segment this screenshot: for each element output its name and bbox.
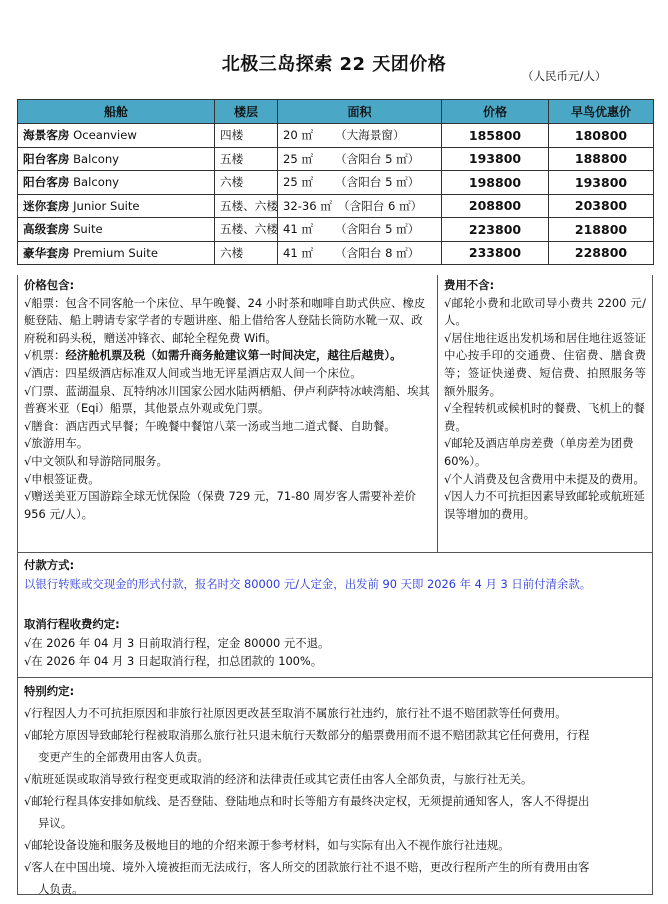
page-title: 北极三岛探索 22 天团价格 <box>221 54 447 75</box>
payment-heading: 付款方式: <box>24 558 75 572</box>
excludes-item: √个人消费及包含费用中未提及的费用。 <box>444 471 645 486</box>
price-cell: 223800 <box>442 218 549 242</box>
early-bird-cell: 228800 <box>549 241 654 265</box>
area-cell <box>278 241 442 265</box>
excludes-heading: 费用不含: <box>444 278 495 292</box>
cabin-name-cn: 豪华套房 <box>23 245 70 260</box>
includes-item-label: √机票： <box>24 348 66 363</box>
early-bird-cell: 203800 <box>549 194 654 218</box>
special-item-continuation: 变更产生的全部费用由客人负责。 <box>38 750 209 764</box>
price-cell: 198800 <box>442 171 549 195</box>
special-item-line: √邮轮行程具体安排如航线、是否登陆、登陆地点和时长等船方有最终决定权，无须提前通知客人，客人不得提出 <box>24 794 590 808</box>
early-bird-cell: 188800 <box>549 147 654 171</box>
payment-text: 以银行转账或交现金的形式付款，报名时交 80000 元/人定金，出发前 90 天即 2026 年 4 月 3 日前付清余款。 <box>24 576 592 591</box>
cabin-cell <box>18 218 215 242</box>
special-item <box>24 702 647 724</box>
deck-cell: 五楼、六楼 <box>215 194 278 218</box>
excludes-item: √邮轮及酒店单房差费（单房差为团费 60%）。 <box>444 436 634 468</box>
special-item <box>24 790 647 834</box>
cancellation-item: √在 2026 年 04 月 3 日起取消行程，扣总团款的 100%。 <box>24 654 323 668</box>
cabin-name-cn: 高级套房 <box>23 222 70 237</box>
table-row <box>18 218 654 242</box>
area-value: 25 ㎡ <box>283 151 314 166</box>
area-note: （含阳台 5 ㎡） <box>335 175 420 190</box>
area-value: 25 ㎡ <box>283 175 314 190</box>
table-row <box>18 171 654 195</box>
table-row <box>18 124 654 148</box>
special-item <box>24 724 647 768</box>
deck-cell: 五楼、六楼 <box>215 218 278 242</box>
flight-note: 经济舱机票及税（如需升商务舱建议第一时间决定，越往后越贵）。 <box>65 348 402 363</box>
header-early-bird: 早鸟优惠价 <box>549 100 654 124</box>
includes-item: √赠送美亚万国游踪全球无忧保险（保费 729 元，71-80 周岁客人需要补差价 956 元/人）。 <box>24 489 416 521</box>
includes-item: √中文领队和导游陪同服务。 <box>24 453 168 468</box>
special-item-line: √行程因人力不可抗拒原因和非旅行社原因更改甚至取消不属旅行社违约，旅行社不退不赔团款等任何费用。 <box>24 706 567 720</box>
price-cell: 208800 <box>442 194 549 218</box>
deck-cell: 五楼 <box>215 147 278 171</box>
includes-item: √申根签证费。 <box>24 471 100 486</box>
excludes-item: √全程转机或候机时的餐费、飞机上的餐费。 <box>444 401 645 433</box>
cabin-name-en: Balcony <box>73 175 120 190</box>
header-price: 价格 <box>442 100 549 124</box>
special-item-line: √邮轮设备设施和服务及极地目的地的介绍来源于参考材料，如与实际有出入不视作旅行社违规。 <box>24 838 510 852</box>
area-note: （大海景窗） <box>335 128 405 143</box>
area-note: （含阳台 6 ㎡） <box>337 198 423 213</box>
header-cabin: 船舱 <box>18 100 215 124</box>
area-cell <box>278 218 442 242</box>
early-bird-cell: 218800 <box>549 218 654 242</box>
special-item <box>24 834 647 856</box>
cabin-cell <box>18 124 215 148</box>
cabin-cell <box>18 147 215 171</box>
cancellation-heading: 取消行程收费约定: <box>24 617 120 631</box>
early-bird-cell: 180800 <box>549 124 654 148</box>
excludes-item: √因人力不可抗拒因素导致邮轮或航班延误等增加的费用。 <box>444 489 645 521</box>
table-header-row <box>18 100 654 124</box>
area-cell <box>278 194 442 218</box>
header-area: 面积 <box>278 100 442 124</box>
deck-cell: 六楼 <box>215 171 278 195</box>
price-cell: 193800 <box>442 147 549 171</box>
special-item-line: √航班延误或取消导致行程变更或取消的经济和法律责任或其它责任由客人全部负责，与旅行社无关。 <box>24 772 533 786</box>
special-terms-section <box>17 677 653 895</box>
includes-item <box>24 347 432 365</box>
special-item <box>24 768 647 790</box>
payment-section <box>17 552 653 678</box>
area-value: 41 ㎡ <box>283 245 314 260</box>
special-item <box>24 856 647 900</box>
includes-item: √膳食：酒店西式早餐；午晚餐中餐馆八菜一汤或当地二道式餐、自助餐。 <box>24 418 396 433</box>
special-item-continuation: 异议。 <box>38 816 73 830</box>
special-heading: 特别约定: <box>24 684 75 698</box>
includes-item: √船票：包含不同客舱一个床位、早午晚餐、24 小时茶和咖啡自助式供应、橡皮艇登陆、船上聘请专家学者的专题讲座、船上借给客人登陆长筒防水靴一双、政府税和码头税，赠送冲锋衣、邮轮全程免费 Wifi。 <box>24 295 426 345</box>
cabin-cell <box>18 171 215 195</box>
header-deck: 楼层 <box>215 100 278 124</box>
cabin-cell <box>18 241 215 265</box>
table-row <box>18 194 654 218</box>
price-cell: 185800 <box>442 124 549 148</box>
cabin-name-en: Suite <box>73 222 103 237</box>
price-includes-section <box>17 275 438 553</box>
includes-item: √门票、蓝湖温泉、瓦特纳冰川国家公园水陆两栖船、伊卢利萨特冰峡湾船、埃其普赛米亚（Eqi）船票，其他景点外观或免门票。 <box>24 383 430 416</box>
price-cell: 233800 <box>442 241 549 265</box>
cabin-name-en: Balcony <box>73 151 120 166</box>
currency-note: （人民币元/人） <box>522 69 607 83</box>
special-item-continuation: 人负责。 <box>38 882 84 896</box>
area-note: （含阳台 5 ㎡） <box>335 222 420 237</box>
special-item-line: √邮轮方原因导致邮轮行程被取消那么旅行社只退未航行天数部分的船票费用而不退不赔团款其它任何费用，行程 <box>24 728 590 742</box>
cancellation-item: √在 2026 年 04 月 3 日前取消行程，定金 80000 元不退。 <box>24 635 330 650</box>
deck-cell: 六楼 <box>215 241 278 265</box>
area-cell <box>278 124 442 148</box>
excludes-item: √居住地往返出发机场和居住地往返签证中心按手印的交通费、住宿费、膳食费等；签证快递费、短信费、拍照服务等额外服务。 <box>444 330 646 398</box>
cabin-name-en: Junior Suite <box>73 198 140 213</box>
cabin-name-en: Oceanview <box>73 128 137 143</box>
price-excludes-section <box>437 275 653 553</box>
area-cell <box>278 147 442 171</box>
cabin-name-cn: 迷你套房 <box>23 198 70 213</box>
area-value: 41 ㎡ <box>283 222 314 237</box>
area-note: （含阳台 8 ㎡） <box>335 245 420 260</box>
cabin-name-cn: 阳台客房 <box>23 151 70 166</box>
area-note: （含阳台 5 ㎡） <box>335 151 420 166</box>
area-value: 20 ㎡ <box>283 128 314 143</box>
special-item-line: √客人在中国出境、境外入境被拒而无法成行，客人所交的团款旅行社不退不赔，更改行程所产生的所有费用由客 <box>24 860 590 874</box>
includes-item: √旅游用车。 <box>24 436 89 451</box>
cabin-name-en: Premium Suite <box>73 245 158 260</box>
cabin-cell <box>18 194 215 218</box>
area-value: 32-36 ㎡ <box>283 198 332 213</box>
cabin-name-cn: 阳台客房 <box>23 175 70 190</box>
area-cell <box>278 171 442 195</box>
early-bird-cell: 193800 <box>549 171 654 195</box>
price-table <box>17 99 654 265</box>
includes-heading: 价格包含: <box>24 278 75 292</box>
cabin-name-cn: 海景客房 <box>23 128 70 143</box>
deck-cell: 四楼 <box>215 124 278 148</box>
table-row <box>18 241 654 265</box>
table-row <box>18 147 654 171</box>
includes-item: √酒店：四星级酒店标准双人间或当地无评星酒店双人间一个床位。 <box>24 365 362 380</box>
excludes-item: √邮轮小费和北欧司导小费共 2200 元/人。 <box>444 295 646 328</box>
